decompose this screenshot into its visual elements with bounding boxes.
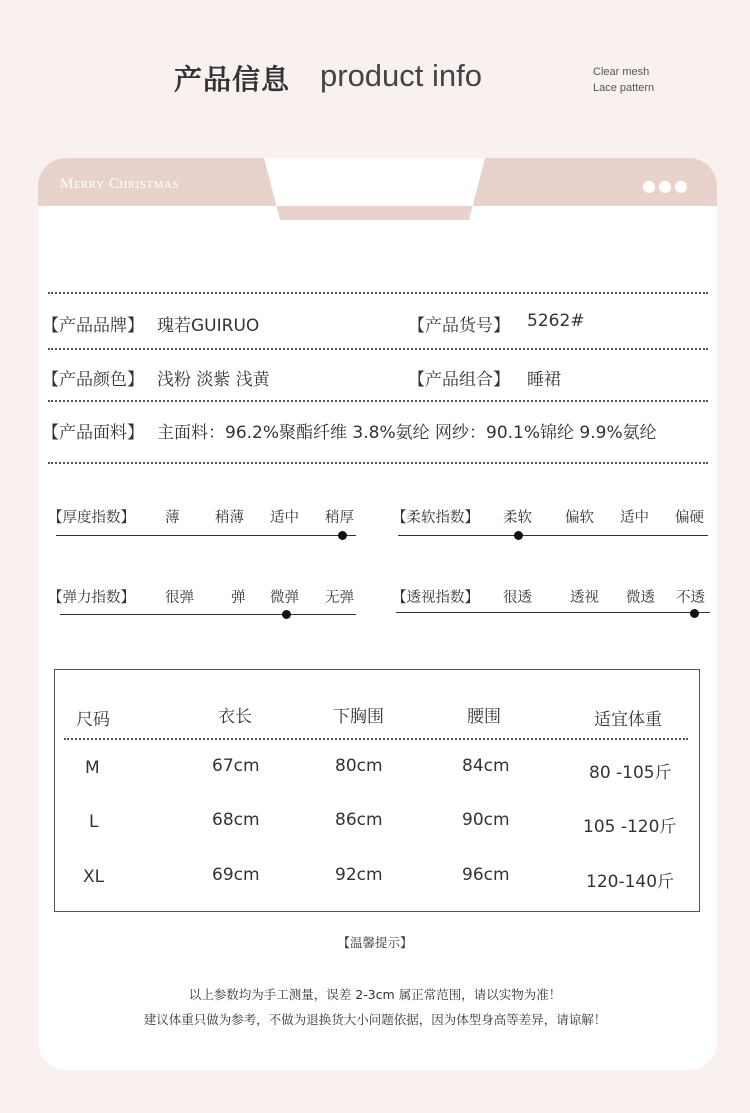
divider xyxy=(48,348,708,350)
bust-cell: 86cm xyxy=(335,810,383,830)
more-dots-icon: ●●● xyxy=(642,176,690,195)
table-header: 尺码 xyxy=(76,710,110,730)
item-no-label: 【产品货号】 xyxy=(408,316,510,336)
softness-scale xyxy=(398,535,708,536)
softness-option: 偏软 xyxy=(565,510,594,526)
size-cell: M xyxy=(85,758,100,778)
color-label: 【产品颜色】 xyxy=(42,370,144,390)
feature-note: Lace pattern xyxy=(593,82,655,94)
softness-option: 柔软 xyxy=(503,510,532,526)
weight-cell: 105 -120斤 xyxy=(583,817,677,837)
table-divider xyxy=(64,738,688,740)
bust-cell: 80cm xyxy=(335,756,383,776)
weight-cell: 80 -105斤 xyxy=(589,763,672,783)
banner-handle xyxy=(329,185,414,193)
softness-option: 偏硬 xyxy=(675,510,704,526)
softness-label: 【柔软指数】 xyxy=(392,510,479,526)
fabric-label: 【产品面料】 xyxy=(42,423,144,443)
brand-label: 【产品品牌】 xyxy=(42,316,144,336)
length-cell: 67cm xyxy=(212,756,260,776)
elasticity-label: 【弹力指数】 xyxy=(48,590,135,606)
softness-marker xyxy=(514,531,523,540)
feature-note: Clear mesh xyxy=(593,66,650,78)
divider xyxy=(48,292,708,294)
tips-line: 建议体重只做为参考，不做为退换货大小问题依据，因为体型身高等差异，请谅解！ xyxy=(143,1012,607,1027)
table-header: 腰围 xyxy=(467,707,501,727)
page-title: 产品信息 xyxy=(174,63,291,96)
length-cell: 69cm xyxy=(212,865,260,885)
divider xyxy=(48,400,708,402)
sheerness-option: 透视 xyxy=(570,590,599,606)
page-title-english: product info xyxy=(320,58,482,93)
size-cell: L xyxy=(89,812,99,832)
item-no-value: 5262# xyxy=(527,311,585,331)
sheerness-option: 很透 xyxy=(503,590,532,606)
table-header: 衣长 xyxy=(218,707,252,727)
elasticity-option: 无弹 xyxy=(325,590,354,606)
waist-cell: 96cm xyxy=(462,865,510,885)
tips-title: 【温馨提示】 xyxy=(337,935,413,950)
table-header: 适宜体重 xyxy=(594,710,662,730)
table-header: 下胸围 xyxy=(333,707,384,727)
thickness-option: 薄 xyxy=(165,510,180,526)
sheerness-label: 【透视指数】 xyxy=(392,590,479,606)
card-banner xyxy=(38,158,717,220)
elasticity-option: 弹 xyxy=(231,590,246,606)
waist-cell: 90cm xyxy=(462,810,510,830)
thickness-option: 适中 xyxy=(270,510,299,526)
softness-option: 适中 xyxy=(620,510,649,526)
waist-cell: 84cm xyxy=(462,756,510,776)
elasticity-scale xyxy=(60,614,356,615)
elasticity-option: 很弹 xyxy=(165,590,194,606)
thickness-marker xyxy=(338,531,347,540)
banner-text: Merry Christmas xyxy=(60,176,179,192)
fabric-value: 主面料：96.2%聚酯纤维 3.8%氨纶 网纱：90.1%锦纶 9.9%氨纶 xyxy=(157,423,657,443)
size-cell: XL xyxy=(83,867,105,887)
elasticity-marker xyxy=(282,610,291,619)
bust-cell: 92cm xyxy=(335,865,383,885)
length-cell: 68cm xyxy=(212,810,260,830)
thickness-scale xyxy=(56,535,356,536)
sheerness-scale xyxy=(396,612,710,613)
tips-line: 以上参数均为手工测量，误差 2-3cm 属正常范围，请以实物为准！ xyxy=(188,987,562,1002)
sheerness-marker xyxy=(690,609,699,618)
thickness-label: 【厚度指数】 xyxy=(48,510,135,526)
thickness-option: 稍厚 xyxy=(325,510,354,526)
elasticity-option: 微弹 xyxy=(270,590,299,606)
color-value: 浅粉 淡紫 浅黄 xyxy=(157,370,270,390)
brand-value: 瑰若GUIRUO xyxy=(157,316,260,336)
weight-cell: 120-140斤 xyxy=(586,872,675,892)
combo-value: 睡裙 xyxy=(527,370,561,390)
combo-label: 【产品组合】 xyxy=(408,370,510,390)
divider xyxy=(48,462,708,464)
sheerness-option: 不透 xyxy=(676,590,705,606)
thickness-option: 稍薄 xyxy=(215,510,244,526)
sheerness-option: 微透 xyxy=(626,590,655,606)
